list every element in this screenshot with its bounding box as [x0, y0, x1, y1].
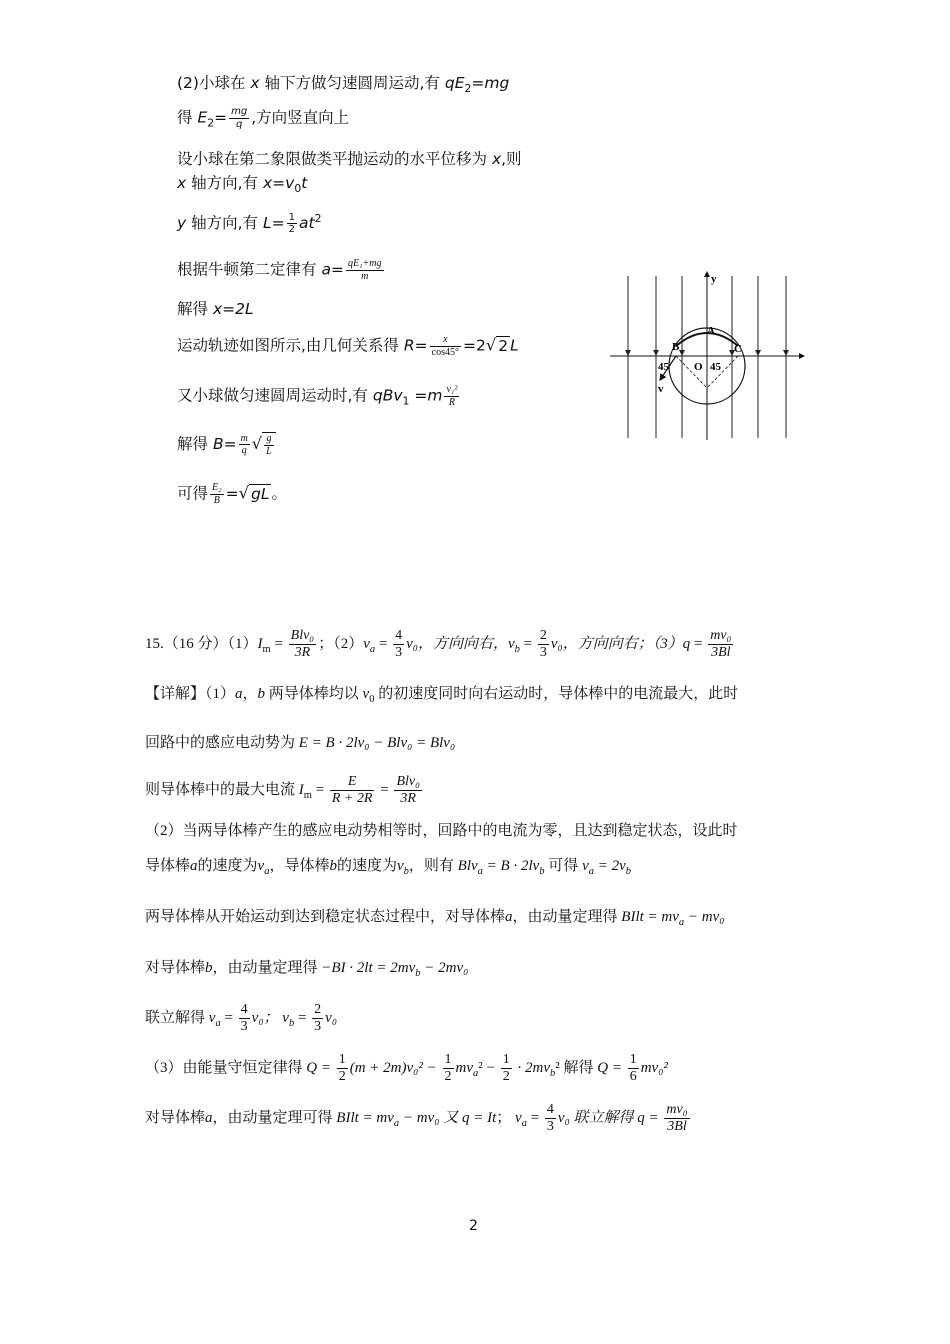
label-angle-right: 45	[710, 361, 721, 373]
fraction-v1sq-R: $\frac{\text{v₁²}}{R}$	[446, 384, 458, 408]
label-angle-left: 45	[658, 361, 669, 373]
fraction-4-3: $\frac{4}{3}$	[395, 628, 403, 661]
fraction-1-2-a: $\frac{1}{2}$	[338, 1052, 346, 1085]
q15-detail-1: 【详解】（1）a，b 两导体棒均以 $v_0$ 的初速度同时向右运动时，导体棒中的电流最大，此时	[145, 686, 739, 705]
p2-line-8: 运动轨迹如图所示,由几何关系得 R= $\frac{x}{\cos 45^\circ}$ =2√ 2 L	[177, 334, 519, 358]
fraction-4-3-c: $\frac{4}{3}$	[546, 1102, 554, 1135]
label-B: B	[672, 341, 680, 353]
fraction-x-cos45: $\frac{x}{\cos 45^\circ}$	[431, 334, 459, 358]
p2-line-7: 解得 x=2L	[177, 300, 254, 318]
q15-detail-6: 两导体棒从开始运动到达到稳定状态过程中，对导体棒a，由动量定理得 BIlt = $mv_a - mv_0$	[145, 909, 725, 928]
sqrt-g-over-L: $\frac{g}{L}$	[262, 432, 276, 457]
trajectory-diagram	[606, 268, 812, 444]
p2-line-5: y 轴方向,有 L= $\frac{1}{2}$ $at^2$	[177, 211, 322, 236]
fraction-half: $\frac{1}{2}$	[288, 211, 295, 236]
p2-line-2: 得 $E_2=$ $\frac{mg}{q}$ ,方向竖直向上	[177, 106, 350, 130]
q15-detail-4: （2）当两导体棒产生的感应电动势相等时，回路中的电流为零，且达到稳定状态，设此时	[145, 823, 738, 839]
label-A: A	[707, 325, 715, 337]
q15-detail-2: 回路中的感应电动势为 E = B · 2lv₀ − Blv₀ = Blv₀	[145, 735, 456, 751]
fraction-E2-B: $\frac{\text{E₂}}{B}$	[212, 482, 222, 506]
p2-line-9: 又小球做匀速圆周运动时,有 qBv$_1$ =m $\frac{\text{v₁²}}{R}$	[177, 384, 458, 408]
fraction-acceleration: $\frac{\text{qE₁+mg}}{m}$	[347, 258, 382, 282]
label-y: y	[711, 273, 717, 285]
q15-detail-3: 则导体棒中的最大电流 $I_m$ = $\frac{E}{R + 2R}$ = $\frac{\text{Blv₀}}{3R}$	[145, 774, 420, 807]
fraction-2-3: $\frac{2}{3}$	[539, 628, 547, 661]
page-number: 2	[469, 1218, 478, 1234]
fraction-1-6: $\frac{1}{6}$	[629, 1052, 637, 1085]
p2-line-3: 设小球在第二象限做类平抛运动的水平位移为 x,则	[177, 150, 522, 168]
q15-detail-10: 对导体棒a，由动量定理可得 BIlt = $mv_a - mv_0$ 又 q = It； $v_a$ = $\frac{4}{3}$ v₀ 联立解得 q = $\frac{\text{mv₀}}{3Bl}$	[145, 1102, 688, 1135]
q15-detail-5: 导体棒a的速度为$v_a$，导体棒b的速度为$v_b$，则有 $Blv_a = B \cdot 2lv_b$ 可得 $v_a = 2v_b$	[145, 858, 632, 877]
fraction-E-3R: $\frac{E}{R + 2R}$	[331, 774, 373, 807]
fraction-2-3-b: $\frac{2}{3}$	[314, 1002, 322, 1035]
fraction-1-2-c: $\frac{1}{2}$	[502, 1052, 510, 1085]
p2-line-4: x 轴方向,有 $x=v_0t$	[177, 174, 308, 196]
fraction-mv0-3Bl: $\frac{\text{mv₀}}{3Bl}$	[666, 1102, 688, 1135]
label-C: C	[734, 343, 742, 355]
fraction-mg-q: $\frac{mg}{q}$	[231, 106, 248, 130]
fraction-q: $\frac{\text{mv₀}}{3Bl}$	[710, 628, 732, 661]
fraction-4-3-b: $\frac{4}{3}$	[240, 1002, 248, 1035]
fraction-m-q: $\frac{m}{q}$	[240, 432, 248, 456]
label-v: v	[658, 383, 664, 395]
fraction-Im: $\frac{\text{Blv₀}}{3R}$	[290, 628, 315, 661]
p2-line-10: 解得 B= $\frac{m}{q}$ √ $\frac{g}{L}$	[177, 432, 276, 457]
p2-line-1: (2)小球在 x 轴下方做匀速圆周运动,有 $qE_2=mg$	[177, 74, 510, 96]
p2-line-11: 可得 $\frac{\text{E₂}}{B}$ =√ gL 。	[177, 482, 287, 506]
p2-line-6: 根据牛顿第二定律有 a= $\frac{\text{qE₁+mg}}{m}$	[177, 258, 382, 282]
q15-detail-8: 联立解得 $v_a$ = $\frac{4}{3}$ v₀； $v_b$ = $\frac{2}{3}$ v₀	[145, 1002, 338, 1035]
q15-detail-7: 对导体棒b，由动量定理得 $-BI \cdot 2lt = 2mv_b - 2mv_0$	[145, 960, 469, 979]
fraction-1-2-b: $\frac{1}{2}$	[444, 1052, 452, 1085]
q15-detail-9: （3）由能量守恒定律得 Q = $\frac{1}{2}$ (m + 2m)v₀² − $\frac{1}{2}$ $mv_a^2$ − $\frac{1}{2}$ · $2mv_b^2$ 解得 Q = $\frac{1}{6}$ mv₀²	[145, 1052, 668, 1085]
label-O: O	[694, 361, 703, 373]
fraction-Blv0-3R: $\frac{\text{Blv₀}}{3R}$	[396, 774, 420, 807]
q15-answer-line: 15.（16 分）$(1)I_m$ = $\frac{\text{Blv₀}}{3R}$ ；$(2)v_a$ = $\frac{4}{3}$ v₀，方向向右，$v_b$ = $\frac{2}{3}$ v₀，方向向右；（3）q = $\frac{\text{mv₀}}{3Bl}$	[145, 628, 732, 661]
